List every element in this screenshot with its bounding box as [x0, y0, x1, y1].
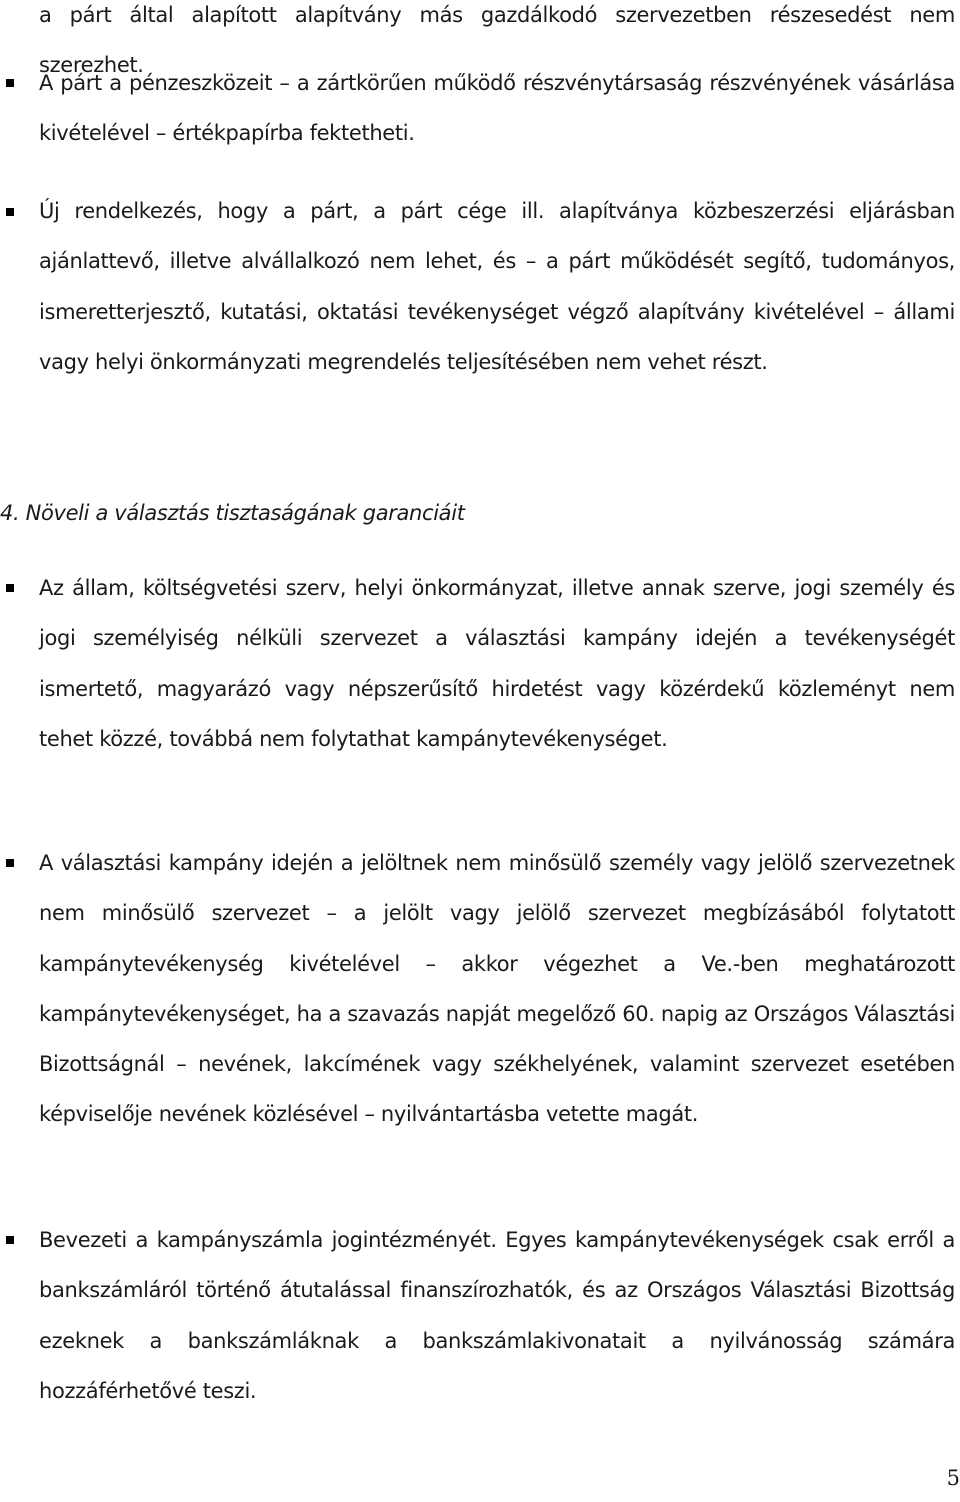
- paragraph-bullet-procurement: Új rendelkezés, hogy a párt, a párt cége ill. alapítványa közbeszerzési eljárásban ajánlattevő, illetve alvállalkozó nem lehet, és – a párt működését segítő, tudományos, ismeretterjesztő, kutatási, oktatási tevékenységet végző alapítvány kivételével – állami vagy helyi önkormányzati megrendelés teljesítésében nem vehet részt.: [39, 199, 955, 374]
- section-item-campaign-account: Bevezeti a kampányszámla jogintézményét. Egyes kampánytevékenységek csak erről a bankszámláról történő átutalással finanszírozhatók, és az Országos Választási Bizottság ezeknek a bankszámláknak a bankszámlakivonatait a nyilvánosság számára hozzáférhetővé teszi.: [39, 1228, 955, 1403]
- square-bullet-icon: [6, 859, 14, 867]
- square-bullet-icon: [6, 584, 14, 592]
- square-bullet-icon: [6, 1236, 14, 1244]
- square-bullet-icon: [6, 79, 14, 87]
- section-item-state-advertising: Az állam, költségvetési szerv, helyi önkormányzat, illetve annak szerve, jogi személy és jogi személyiség nélküli szervezet a választási kampány idején a tevékenységét ismertető, magyarázó vagy népszerűsítő hirdetést vagy közérdekű közleményt nem tehet közzé, továbbá nem folytathat kampánytevékenységet.: [39, 576, 955, 751]
- section-item-campaign-registration: A választási kampány idején a jelöltnek nem minősülő személy vagy jelölő szervezetnek nem minősülő szervezet – a jelölt vagy jelölő szervezet megbízásából folytatott kampánytevékenység kivételével – akkor végezhet a Ve.-ben meghatározott kampánytevékenységet, ha a szavazás napját megelőző 60. napig az Országos Választási Bizottságnál – nevének, lakcímének vagy székhelyének, valamint szervezet esetében képviselője nevének közlésével – nyilvántartásba vetette magát.: [39, 851, 955, 1127]
- section-heading: 4. Növeli a választás tisztaságának garanciáit: [0, 501, 465, 525]
- square-bullet-icon: [6, 208, 14, 216]
- page-number: 5: [946, 1466, 960, 1490]
- paragraph-continuation: a párt által alapított alapítvány más gazdálkodó szervezetben részesedést nem szerezhet.: [39, 3, 955, 78]
- paragraph-bullet-securities: A párt a pénzeszközeit – a zártkörűen működő részvénytársaság részvényének vásárlása kivételével – értékpapírba fektetheti.: [39, 71, 955, 146]
